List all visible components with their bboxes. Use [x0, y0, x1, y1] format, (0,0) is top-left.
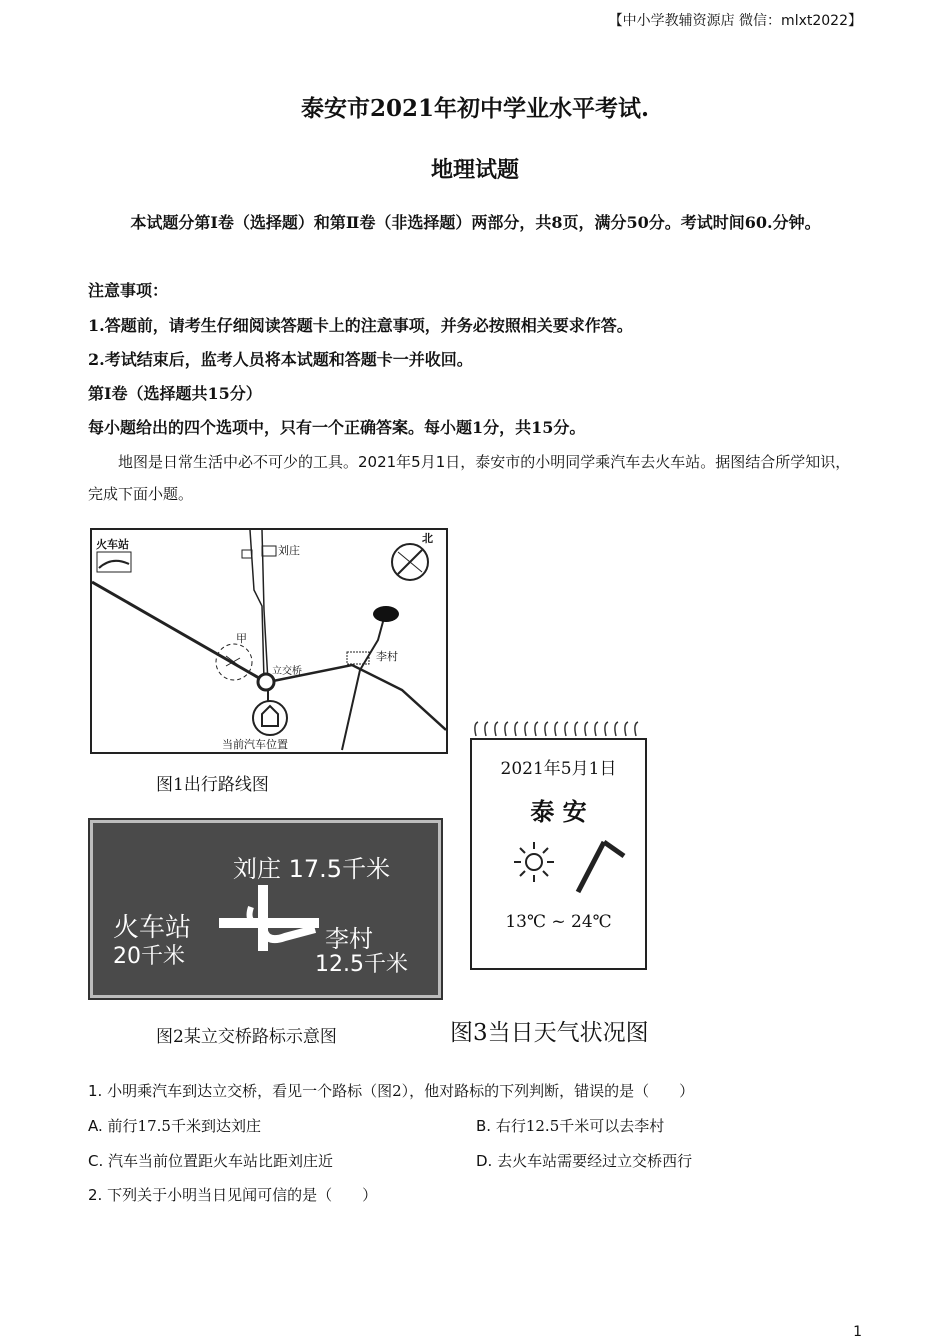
option-text: 汽车当前位置距火车站比距刘庄近 [108, 1152, 334, 1170]
question-1 [88, 1080, 694, 1101]
notice-item-1: 1.答题前，请考生仔细阅读答题卡上的注意事项，并务必按照相关要求作答。 [88, 316, 633, 335]
section-heading: 第Ⅰ卷（选择题共15分） [88, 384, 262, 403]
wind-icon [572, 836, 628, 896]
option-label: A. [88, 1117, 103, 1135]
road-sign [90, 820, 441, 998]
option-label: D. [476, 1152, 493, 1170]
weather-calendar [470, 738, 647, 970]
option-text: 前行17.5千米到达刘庄 [107, 1117, 261, 1135]
map-label-licun: 李村 [376, 650, 398, 663]
fig2-caption: 图2某立交桥路标示意图 [156, 1027, 337, 1047]
village-icon [262, 546, 276, 556]
exam-subtitle: 地理试题 [430, 157, 519, 183]
option-text: 右行12.5千米可以去李村 [495, 1117, 665, 1135]
header-note: 【中小学教辅资源店 微信：mlxt2022】 [608, 13, 862, 29]
fig3-caption: 图3当日天气状况图 [450, 1020, 649, 1046]
weather-city: 泰 安 [530, 798, 587, 826]
map-label-station: 火车站 [96, 538, 129, 551]
weather-temperature: 13℃ ~ 24℃ [505, 912, 612, 932]
sign-station-name: 火车站 [113, 913, 192, 943]
question-2-stem: 下列关于小明当日见闻可信的是（ ） [107, 1186, 378, 1204]
sign-station-distance: 20千米 [113, 944, 185, 969]
question-2-number: 2. [88, 1186, 103, 1204]
map-label-liuzhuang: 刘庄 [278, 544, 300, 557]
sign-licun-name: 李村 [325, 925, 373, 953]
page-number: 1 [853, 1324, 862, 1340]
map-label-jia: 甲 [236, 632, 247, 645]
question-1-option-d[interactable] [476, 1150, 692, 1171]
question-1-stem: 小明乘汽车到达立交桥，看见一个路标（图2），他对路标的下列判断，错误的是（ ） [107, 1082, 695, 1100]
question-2 [88, 1184, 377, 1205]
option-label: B. [476, 1117, 492, 1135]
route-map-drawing [92, 530, 446, 752]
section-instruction: 每小题给出的四个选项中，只有一个正确答案。每小题1分，共15分。 [88, 418, 586, 437]
map-label-car-position: 当前汽车位置 [222, 738, 288, 751]
fig1-caption: 图1出行路线图 [156, 775, 269, 795]
exam-title: 泰安市2021年初中学业水平考试. [300, 95, 650, 122]
sun-icon [512, 840, 556, 884]
interchange-arrow-icon [215, 885, 325, 957]
weather-date: 2021年5月1日 [500, 759, 617, 779]
lake-icon [373, 606, 399, 622]
exam-intro: 本试题分第Ⅰ卷（选择题）和第Ⅱ卷（非选择题）两部分，共8页，满分50分。考试时间60.分钟。 [130, 213, 821, 232]
sign-licun-distance: 12.5千米 [315, 952, 408, 977]
question-1-option-c[interactable] [88, 1150, 333, 1171]
notice-item-2: 2.考试结束后，监考人员将本试题和答题卡一并收回。 [88, 350, 473, 369]
notice-heading: 注意事项： [88, 281, 169, 300]
map-label-bridge: 立交桥 [272, 666, 302, 677]
route-map [90, 528, 448, 754]
map-label-north: 北 [422, 532, 433, 545]
calendar-rings [470, 716, 646, 738]
option-text: 去火车站需要经过立交桥西行 [497, 1152, 693, 1170]
question-1-number: 1. [88, 1082, 103, 1100]
passage: 地图是日常生活中必不可少的工具。2021年5月1日，泰安市的小明同学乘汽车去火车站。据图结合所学知识，完成下面小题。 [88, 453, 851, 503]
question-1-option-b[interactable] [476, 1115, 664, 1136]
sign-liuzhuang-text: 刘庄 17.5千米 [233, 855, 391, 883]
option-label: C. [88, 1152, 104, 1170]
question-1-option-a[interactable] [88, 1115, 261, 1136]
